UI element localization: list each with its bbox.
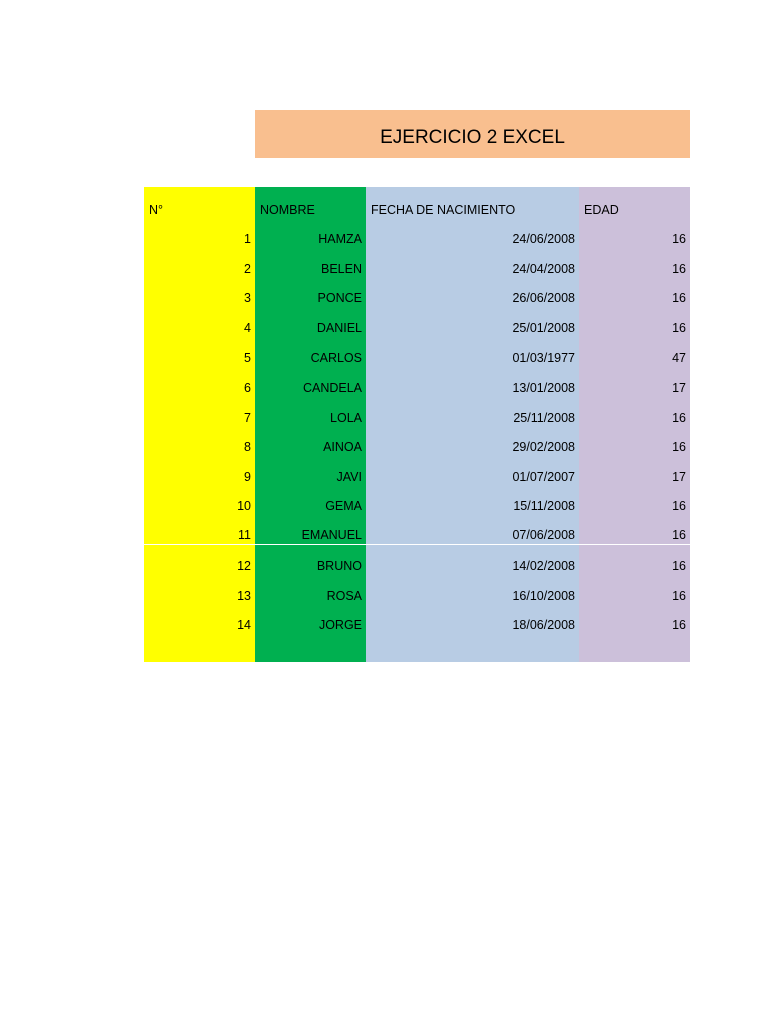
cell-age: 16 <box>672 321 686 335</box>
cell-name: JORGE <box>318 618 362 632</box>
cell-age: 47 <box>672 351 686 365</box>
cell-name: CANDELA <box>302 381 362 395</box>
cell-num: 5 <box>244 351 251 365</box>
row-divider <box>144 544 690 545</box>
cell-num: 9 <box>244 470 251 484</box>
cell-date: 14/02/2008 <box>512 559 575 573</box>
cell-num: 7 <box>244 411 251 425</box>
cell-date: 18/06/2008 <box>512 618 575 632</box>
cell-num: 6 <box>244 381 251 395</box>
cell-date: 13/01/2008 <box>512 381 575 395</box>
cell-name: DANIEL <box>316 321 362 335</box>
cell-age: 16 <box>672 440 686 454</box>
cell-num: 4 <box>244 321 251 335</box>
cell-age: 16 <box>672 262 686 276</box>
cell-date: 24/06/2008 <box>512 232 575 246</box>
cell-age: 16 <box>672 291 686 305</box>
cell-name: BRUNO <box>316 559 362 573</box>
cell-name: BELEN <box>321 262 362 276</box>
cell-age: 16 <box>672 528 686 542</box>
cell-age: 17 <box>672 470 686 484</box>
cell-date: 25/11/2008 <box>513 411 575 425</box>
sheet-title: EJERCICIO 2 EXCEL <box>380 127 565 148</box>
cell-name: JAVI <box>336 470 362 484</box>
cell-date: 07/06/2008 <box>512 528 575 542</box>
cell-date: 25/01/2008 <box>512 321 575 335</box>
cell-date: 24/04/2008 <box>512 262 575 276</box>
cell-date: 15/11/2008 <box>513 499 575 513</box>
cell-num: 12 <box>237 559 251 573</box>
cell-age: 16 <box>672 618 686 632</box>
cell-date: 01/07/2007 <box>512 470 575 484</box>
cell-name: LOLA <box>330 411 362 425</box>
cell-name: GEMA <box>325 499 362 513</box>
cell-age: 16 <box>672 499 686 513</box>
cell-name: ROSA <box>326 589 362 603</box>
header-num: N° <box>149 203 164 217</box>
cell-age: 17 <box>672 381 686 395</box>
cell-date: 01/03/1977 <box>512 351 575 365</box>
header-age: EDAD <box>584 203 619 217</box>
cell-date: 29/02/2008 <box>512 440 575 454</box>
cell-num: 13 <box>237 589 251 603</box>
cell-age: 16 <box>672 232 686 246</box>
cell-name: AINOA <box>323 440 362 454</box>
cell-age: 16 <box>672 589 686 603</box>
cell-num: 10 <box>237 499 251 513</box>
cell-name: PONCE <box>317 291 362 305</box>
cell-date: 26/06/2008 <box>512 291 575 305</box>
cell-name: CARLOS <box>310 351 362 365</box>
cell-name: HAMZA <box>318 232 362 246</box>
cell-num: 1 <box>244 232 251 246</box>
header-name: NOMBRE <box>260 203 315 217</box>
cell-name: EMANUEL <box>301 528 362 542</box>
cell-num: 11 <box>238 528 251 542</box>
cell-date: 16/10/2008 <box>512 589 575 603</box>
cell-age: 16 <box>672 559 686 573</box>
header-date: FECHA DE NACIMIENTO <box>371 203 516 217</box>
cell-num: 14 <box>237 618 251 632</box>
cell-num: 8 <box>244 440 251 454</box>
cell-num: 2 <box>244 262 251 276</box>
title-band <box>255 110 690 158</box>
cell-age: 16 <box>672 411 686 425</box>
cell-num: 3 <box>244 291 251 305</box>
student-table <box>144 187 690 662</box>
